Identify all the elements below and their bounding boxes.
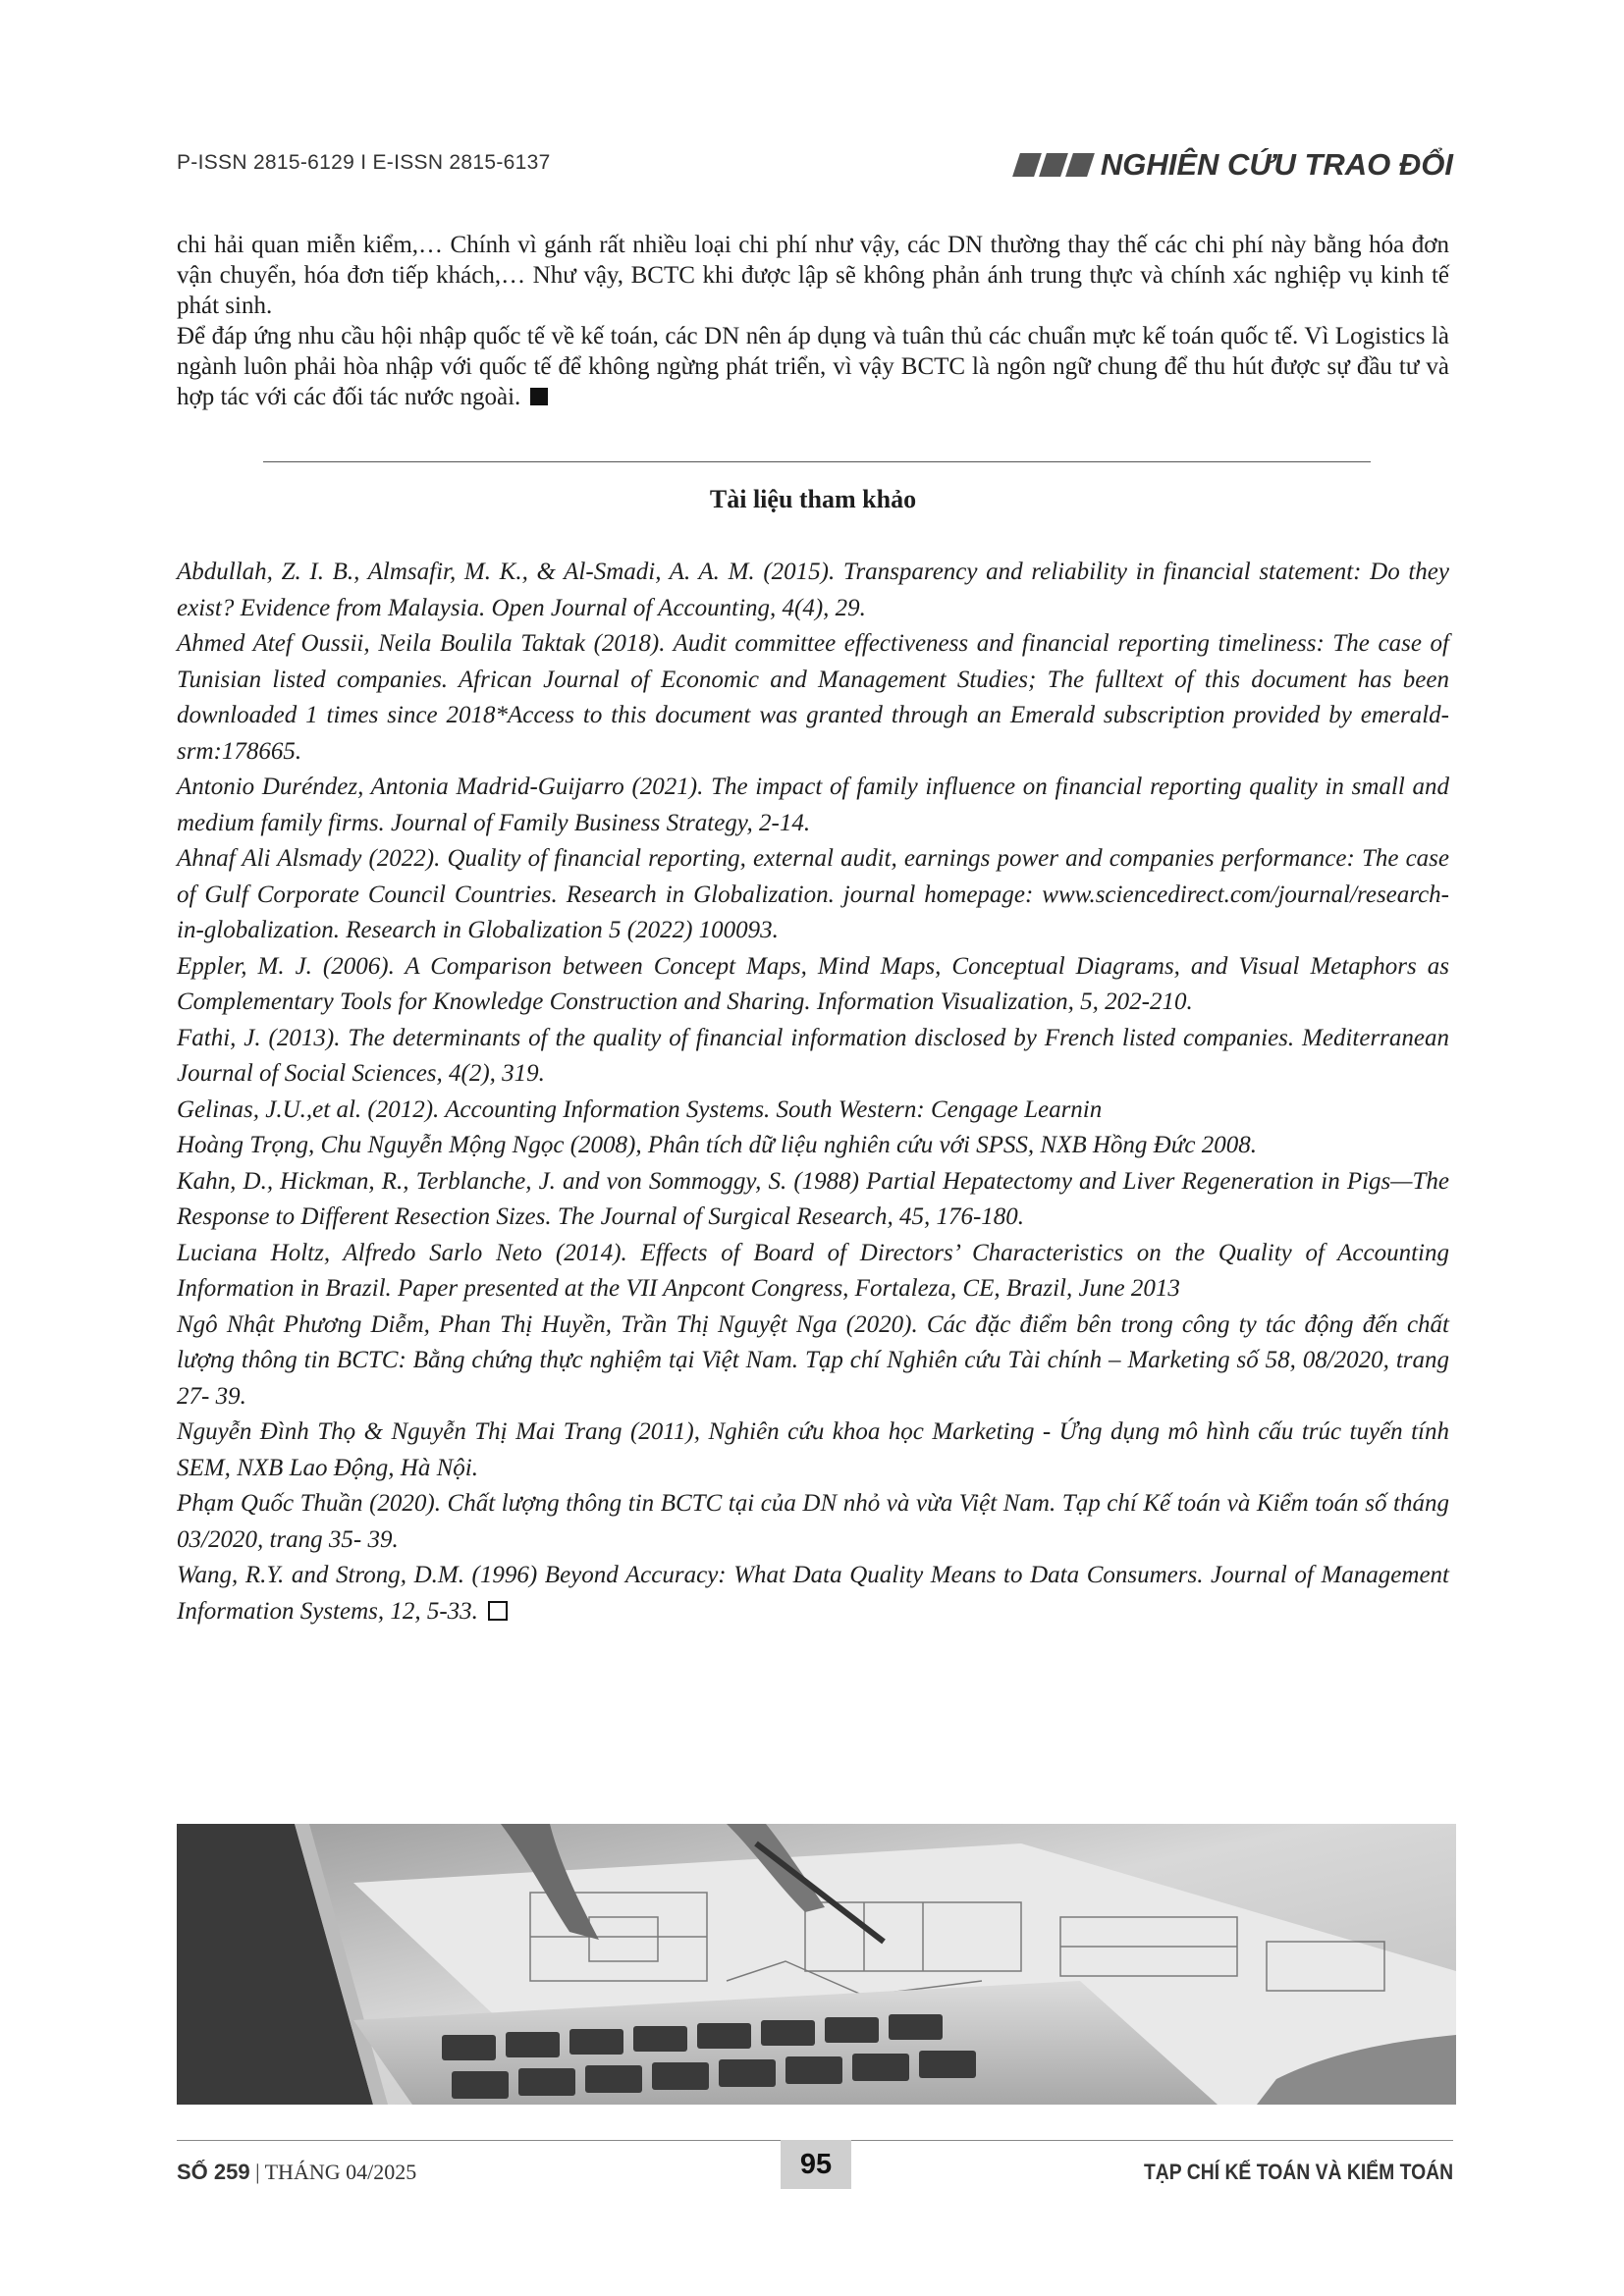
issue-number: SỐ 259 [177, 2160, 250, 2184]
issue-label [177, 2160, 416, 2185]
reference-item: Kahn, D., Hickman, R., Terblanche, J. and von Sommoggy, S. (1988) Partial Hepatectomy and Liver Regeneration in Pigs—The Response to Different Resection Sizes. The Journal of Surgical Research, 45, 176-180. [177, 1167, 1449, 1230]
end-of-references-icon [488, 1601, 508, 1621]
blueprint-laptop-photo [177, 1824, 1456, 2105]
reference-item-text: Wang, R.Y. and Strong, D.M. (1996) Beyond Accuracy: What Data Quality Means to Data Consumers. Journal of Management Information Systems, 12, 5-33. [177, 1562, 1449, 1625]
intro-paragraph-1: chi hải quan miễn kiểm,… Chính vì gánh rất nhiều loại chi phí như vậy, các DN thường thay thế các chi phí này bằng hóa đơn vận chuyển, hóa đơn tiếp khách,… Như vậy, BCTC khi được lập sẽ không phản ánh trung thực và chính xác nghiệp vụ kinh tế phát sinh. [177, 232, 1449, 319]
reference-item: Fathi, J. (2013). The determinants of the quality of financial information disclosed by French listed companies. Mediterranean Journal of Social Sciences, 4(2), 319. [177, 1024, 1449, 1087]
section-title: NGHIÊN CỨU TRAO ĐỔI [1100, 147, 1453, 182]
reference-item [177, 1558, 1449, 1629]
reference-item: Luciana Holtz, Alfredo Sarlo Neto (2014). Effects of Board of Directors’ Characteristics on the Quality of Accounting Information in Brazil. Paper presented at the VII Anpcont Congress, Fortaleza, CE, Brazil, June 2013 [177, 1239, 1449, 1302]
section-label [1016, 147, 1453, 183]
page-number-box [781, 2140, 851, 2189]
references-heading: Tài liệu tham khảo [709, 485, 917, 513]
page-number: 95 [799, 2148, 833, 2180]
reference-item: Nguyễn Đình Thọ & Nguyễn Thị Mai Trang (2011), Nghiên cứu khoa học Marketing - Ứng dụng mô hình cấu trúc tuyến tính SEM, NXB Lao Động, Hà Nội. [177, 1418, 1449, 1481]
reference-item: Abdullah, Z. I. B., Almsafir, M. K., & Al-Smadi, A. A. M. (2015). Transparency and reliability in financial statement: Do they exist? Evidence from Malaysia. Open Journal of Accounting, 4(4), 29. [177, 559, 1449, 621]
reference-item: Hoàng Trọng, Chu Nguyễn Mộng Ngọc (2008), Phân tích dữ liệu nghiên cứu với SPSS, NXB Hồng Đức 2008. [177, 1132, 1257, 1158]
section-divider [263, 461, 1371, 462]
intro-paragraph-2 [177, 321, 1449, 412]
reference-item: Ahnaf Ali Alsmady (2022). Quality of financial reporting, external audit, earnings power and companies performance: The case of Gulf Corporate Council Countries. Research in Globalization. journal homepage: www.sciencedirect.com/journal/research-in-globalization. Research in Globalization 5 (2022) 100093. [177, 845, 1449, 943]
issue-date: | THÁNG 04/2025 [255, 2160, 417, 2184]
section-bars-icon [1016, 153, 1091, 177]
reference-item: Ngô Nhật Phương Diễm, Phan Thị Huyền, Trần Thị Nguyệt Nga (2020). Các đặc điểm bên trong công ty tác động đến chất lượng thông tin BCTC: Bằng chứng thực nghiệm tại Việt Nam. Tạp chí Nghiên cứu Tài chính – Marketing số 58, 08/2020, trang 27- 39. [177, 1310, 1449, 1410]
reference-item: Gelinas, J.U.,et al. (2012). Accounting Information Systems. South Western: Cengage Learnin [177, 1095, 1103, 1123]
reference-item: Antonio Duréndez, Antonia Madrid-Guijarro (2021). The impact of family influence on financial reporting quality in small and medium family firms. Journal of Family Business Strategy, 2-14. [177, 774, 1449, 836]
intro-text [177, 230, 1449, 412]
reference-item: Eppler, M. J. (2006). A Comparison between Concept Maps, Mind Maps, Conceptual Diagrams, and Visual Metaphors as Complementary Tools for Knowledge Construction and Sharing. Information Visualization, 5, 202-210. [177, 952, 1449, 1015]
journal-name: TẠP CHÍ KẾ TOÁN VÀ KIỂM TOÁN [1143, 2160, 1453, 2184]
references-list [177, 555, 1449, 1629]
reference-item: Phạm Quốc Thuần (2020). Chất lượng thông tin BCTC tại của DN nhỏ và vừa Việt Nam. Tạp chí Kế toán và Kiểm toán số tháng 03/2020, trang 35- 39. [177, 1490, 1449, 1553]
issn-label: P-ISSN 2815-6129 I E-ISSN 2815-6137 [177, 151, 551, 174]
page-header [177, 147, 1453, 183]
reference-item: Ahmed Atef Oussii, Neila Boulila Taktak (2018). Audit committee effectiveness and financial reporting timeliness: The case of Tunisian listed companies. African Journal of Economic and Management Studies; The fulltext of this document has been downloaded 1 times since 2018*Access to this document was granted through an Emerald subscription provided by emerald-srm:178665. [177, 630, 1449, 765]
end-of-article-icon [530, 388, 548, 405]
intro-paragraph-2-text: Để đáp ứng nhu cầu hội nhập quốc tế về kế toán, các DN nên áp dụng và tuân thủ các chuẩn mực kế toán quốc tế. Vì Logistics là ngành luôn phải hòa nhập với quốc tế để không ngừng phát triển, vì vậy BCTC là ngôn ngữ chung để thu hút được sự đầu tư và hợp tác với các đối tác nước ngoài. [177, 323, 1449, 410]
